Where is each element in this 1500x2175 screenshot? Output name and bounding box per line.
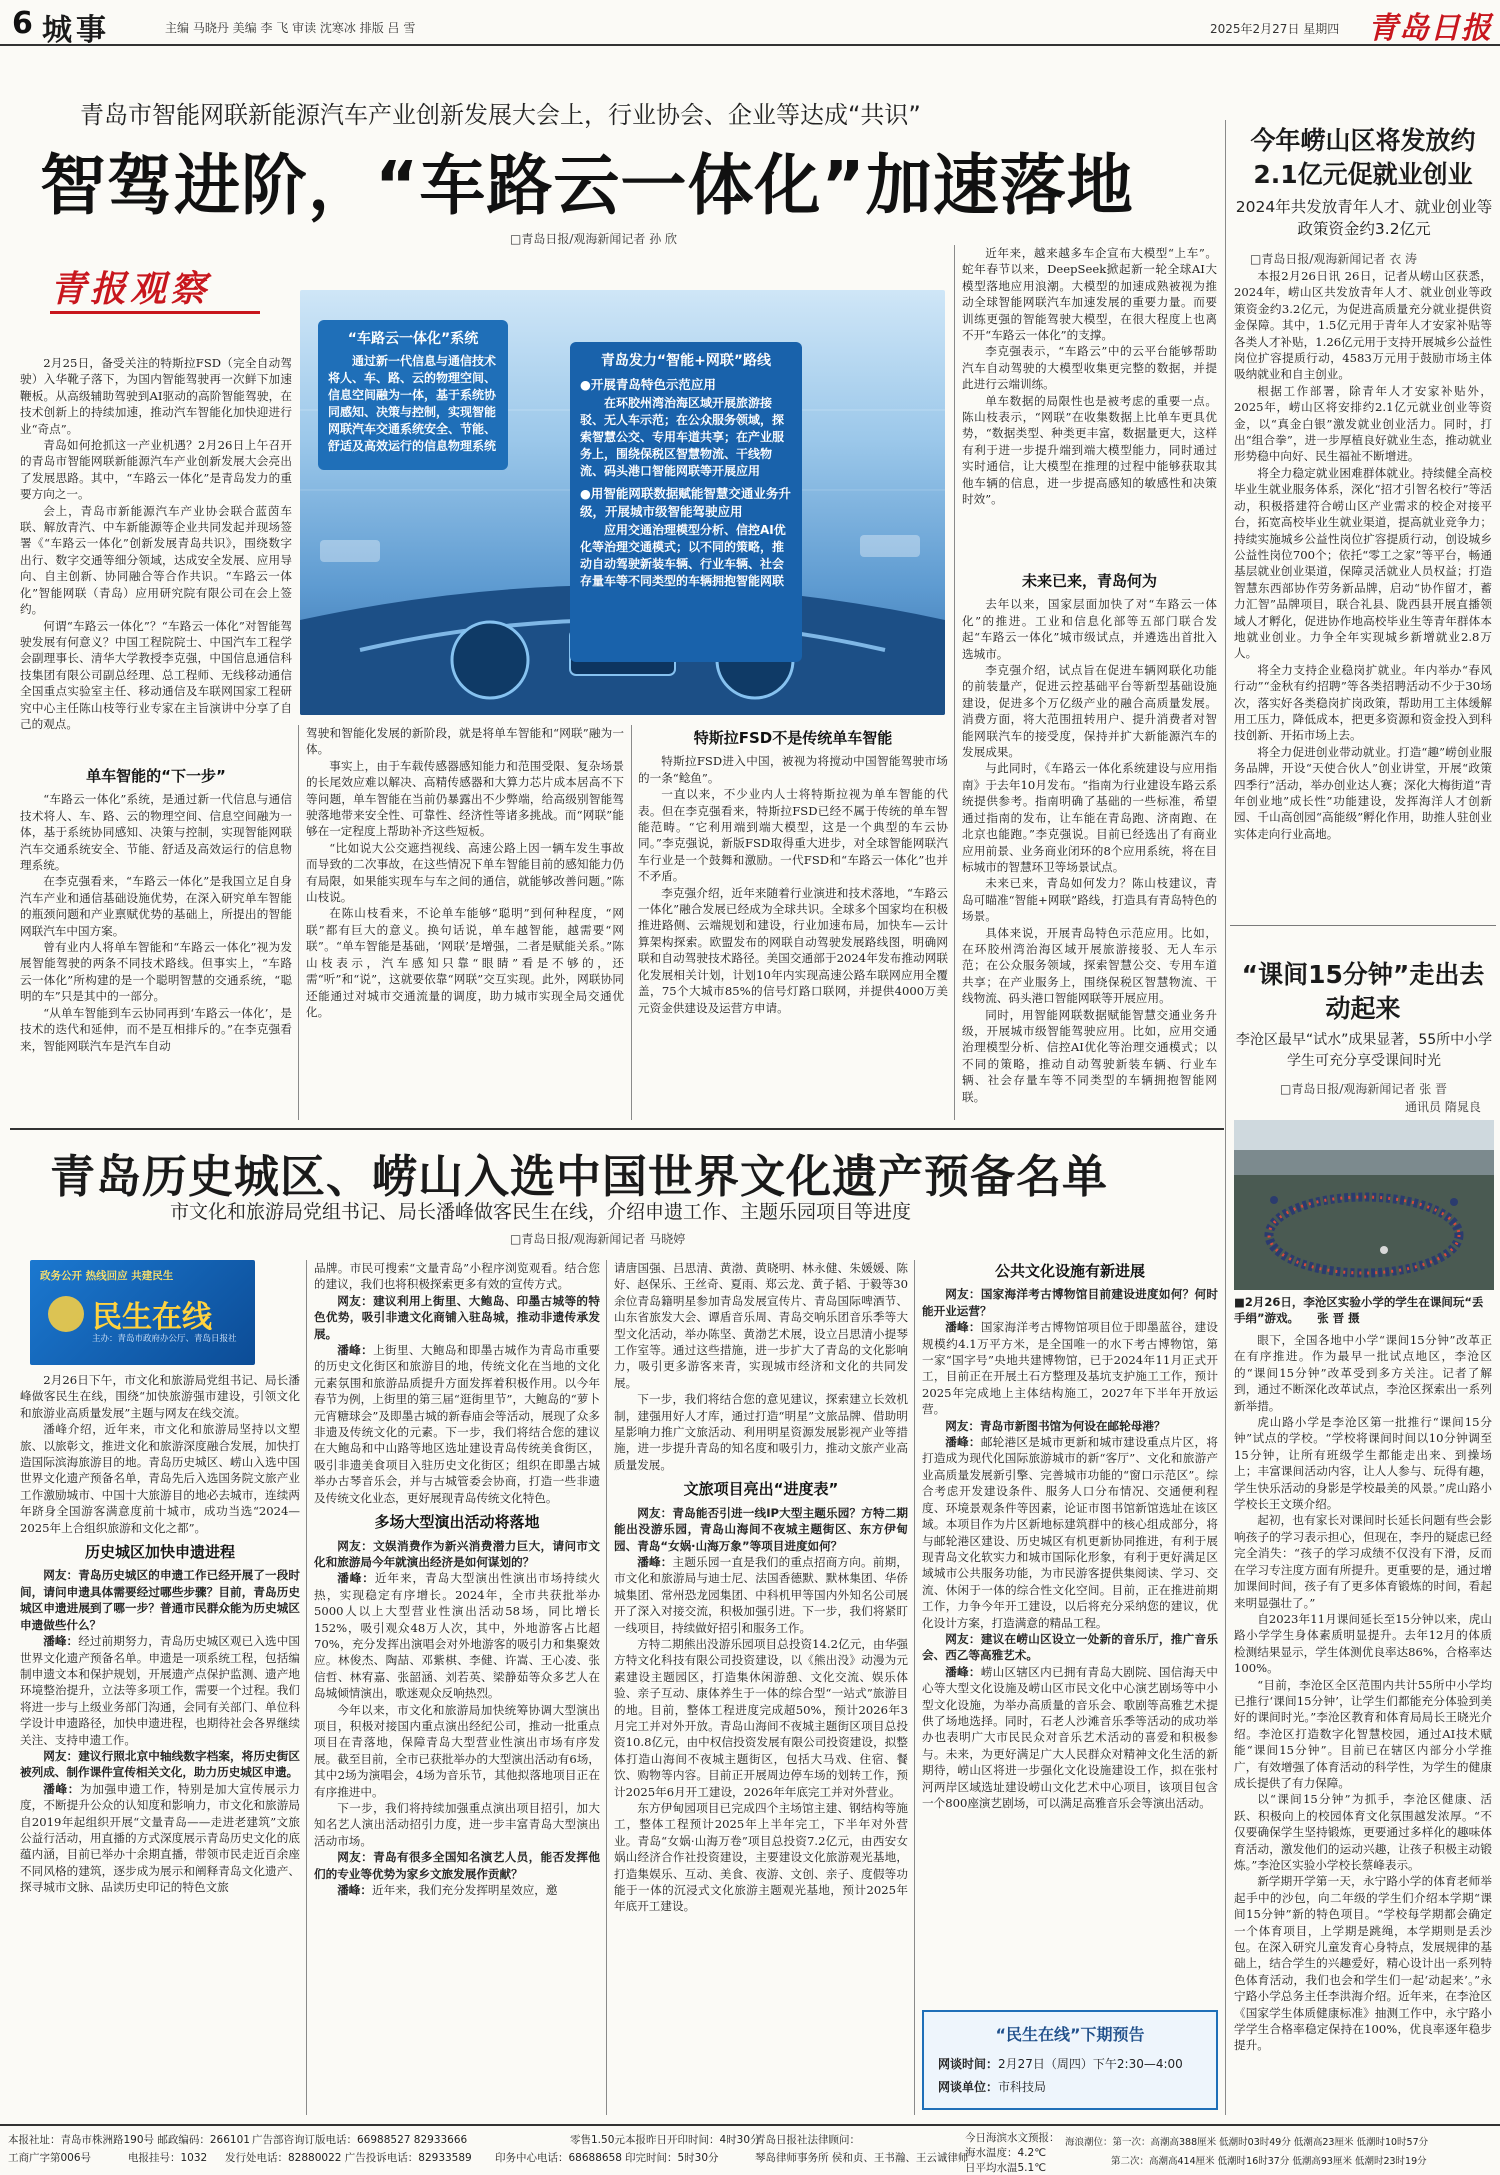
qa-item bbox=[314, 1849, 600, 1882]
column-logo-text: 青报观察 bbox=[50, 268, 211, 310]
article3-paragraph: 眼下，全国各地中小学“课间15分钟”改革正在有序推进。作为最早一批试点地区，李沧区的“课间15分钟”改革受到多方关注。记者了解到，通过不断深化改革试点，李沧区探索出一系列新举措。 bbox=[1234, 1333, 1492, 1413]
article1-column-4b bbox=[962, 565, 1217, 1120]
column-logo bbox=[20, 255, 300, 321]
qa-question: 国家海洋考古博物馆目前建设进度如何？何时能开业运营？ bbox=[922, 1287, 1218, 1318]
infobox-route bbox=[570, 342, 802, 662]
qa-speaker: 网友： bbox=[337, 1293, 374, 1308]
header-credits: 主编 马晓丹 美编 李 飞 审读 沈寒冰 排版 吕 雪 bbox=[165, 21, 416, 35]
footer-ad-phone: 广告部咨询订版电话：66988527 82933666 bbox=[252, 2134, 468, 2146]
notice-time: 2月27日（周四）下午2:30—4:00 bbox=[998, 2057, 1183, 2071]
article4-headline: 青岛历史城区、崂山入选中国世界文化遗产预备名单 bbox=[50, 1150, 1109, 1203]
article1-subhead-1: 单车智能的“下一步” bbox=[86, 767, 226, 785]
qa-item bbox=[314, 1538, 600, 1571]
qa-speaker: 网友： bbox=[637, 1505, 673, 1520]
qa-item bbox=[20, 1633, 300, 1748]
qa-item bbox=[922, 1286, 1218, 1319]
qa-item bbox=[614, 1800, 908, 1915]
article1-paragraph: 近年来，越来越多车企宣布大模型“上车”。蛇年春节以来，DeepSeek掀起新一轮全球AI大模型落地应用浪潮。大模型的加速成熟被视为推动全球智能网联汽车加速发展的重要力量。而要训练更强的智能驾驶大模型，在很大程度上也离不开“车路云一体化”的支撑。 bbox=[962, 246, 1217, 343]
column-logo-rule bbox=[50, 311, 260, 314]
qa-speaker: 网友： bbox=[337, 1850, 374, 1865]
qa-question: 建议利用上街里、大鲍岛、印墨古城等的特色优势，吸引非遗文化商铺入驻岛城，推动非遗传承发展。 bbox=[314, 1293, 600, 1341]
footer-tide-2: 第二次：高潮高414厘米 低潮时16时37分 低潮高93厘米 低潮时23时19分 bbox=[1111, 2156, 1427, 2167]
column-divider bbox=[606, 1260, 607, 2115]
qa-question: 青岛历史城区的申遗工作已经开展了一段时间，请问申遗具体需要经过哪些步骤？目前，青岛历史城区申遗进展到了哪一步？普通市民群众能为历史城区申遗做些什么？ bbox=[20, 1568, 300, 1632]
page-header bbox=[0, 0, 1500, 46]
article1-column-4 bbox=[962, 245, 1217, 567]
article1-paragraph: “比如说大公交遮挡视线、高速公路上因一辆车发生事故而导致的二次事故，在这些情况下单车智能目前的感知能力仍有局限，如果能实现车与车之间的通信，就能够改善问题。”陈山枝说。 bbox=[306, 840, 624, 905]
article4-paragraph: 下一步，我们将结合您的意见建议，探索建立长效机制，建强用好人才库，通过打造“明星”文旅品牌、借助明星影响力推广文旅活动、利用明星资源发展影视产业等措施，进一步提升青岛的知名度和吸引力，推动文旅产业高质量发展。 bbox=[614, 1392, 908, 1472]
article2-paragraph: 根据工作部署，除青年人才安家补贴外，2025年，崂山区将安排约2.1亿元就业创业等资金，以“真金白银”激发就业创业活力。同时，打出“组合拳”，进一步厚植良好就业生态，推动就业形势稳中向好、民生福祉不断增进。 bbox=[1234, 383, 1492, 464]
qa-item bbox=[20, 1781, 300, 1896]
qa-item bbox=[614, 1505, 908, 1554]
qa-item bbox=[614, 1636, 908, 1800]
infobox-route-sub2: ●用智能网联数据赋能智慧交通业务升级，开展城市级智能驾驶应用 bbox=[580, 486, 791, 519]
footer-address: 本报社址：青岛市株洲路190号 邮政编码：266101 bbox=[8, 2134, 250, 2146]
article4-paragraph: 潘峰介绍，近年来，市文化和旅游局坚持以文塑旅、以旅彰文，推进文化和旅游深度融合发展，加快打造国际滨海旅游目的地。青岛历史城区、崂山入选中国世界文化遗产预备名单，青岛先后入选国务院文旅产业工作激励城市、中国十大旅游目的地必去城市，连续两年跻身全国游客满意度前十城市，成功当选“2024—2025年上合组织旅游和文化之都”。 bbox=[20, 1422, 300, 1535]
qa-item bbox=[614, 1554, 908, 1636]
qa-item bbox=[922, 1664, 1218, 1812]
article2-paragraph: 本报2月26日讯 26日，记者从崂山区获悉，2024年，崂山区共发放青年人才、就业创业等政策资金约3.2亿元，为促进高质量充分就业提供资金保障。其中，1.5亿元用于青年人才安家补贴等各类人才补贴，1.26亿元用于支持开展城乡公益性岗位扩容提质行动，4583万元用于鼓励市场主体吸纳就业和自主创业。 bbox=[1234, 269, 1492, 382]
infobox-route-body1: 在环胶州湾治海区域开展旅游接驳、无人车示范；在公众服务领域，探索智慧公交、专用车道共享；在产业服务上，围绕保税区智慧物流、干线物流、码头港口智能网联等开展应用 bbox=[580, 396, 785, 478]
footer-print-end: 印完时间：5时30分 bbox=[625, 2152, 719, 2164]
footer-telegram: 电报挂号：1032 bbox=[128, 2152, 208, 2164]
article1-subhead-3: 未来已来，青岛何为 bbox=[1021, 572, 1157, 590]
qa-answer: 邮轮港区是城市更新和城市建设重点片区，将打造成为现代化国际旅游城市的新“客厅”、文化和旅游产业高质量发展新引擎、完善城市功能的“窗口示范区”。综合考虑开发建设条件、服务人口分布情况、交通便利程度、环境景观条件等因素，论证市图书馆新馆选址在该区域。本项目作为片区新地标建筑群中的核心组成部分，将与邮轮港区建设、历史城区有机更新协同推进，有利于展现青岛文化软实力和城市国际化形象，有利于更好满足区域城市公共服务功能，为市民游客提供集阅读、学习、交流、休闲于一体的综合性文化空间。目前，正在推进前期工作，力争今年开工建设，以后将充分采纳您的建议，优化设计方案，打造满意的精品工程。 bbox=[922, 1435, 1218, 1630]
notice-time-label: 网谈时间： bbox=[938, 2057, 999, 2071]
qa-speaker: 潘峰： bbox=[945, 1664, 981, 1679]
next-issue-notice bbox=[922, 2010, 1218, 2110]
article4-subhead-d: 公共文化设施有新进展 bbox=[994, 1262, 1145, 1280]
qa-item bbox=[922, 1418, 1218, 1434]
infobox-system-body: 通过新一代信息与通信技术将人、车、路、云的物理空间、信息空间融为一体，基于系统协同感知、决策与控制，实现智能网联汽车交通系统安全、节能、舒适及高效运行的信息物理系统 bbox=[328, 354, 497, 453]
article3-paragraph: 新学期开学第一天，永宁路小学的体育老师举起手中的沙包，向二年级的学生们介绍本学期“课间15分钟”新的特色项目。“学校每学期都会确定一个体育项目，上学期是跳绳，本学期则是丢沙包。在深入研究儿童发育心身特点，发展规律的基础上，结合学生的兴趣爱好，精心设计出一系列特色体育活动，我们也会和学生们一起‘动起来’。”永宁路小学总务主任李洪海介绍。近年来，在李沧区《国家学生体质健康标准》抽测工作中，永宁路小学学生合格率稳定保持在100%，优良率逐年稳步提升。 bbox=[1234, 1874, 1492, 2053]
notice-unit: 市科技局 bbox=[998, 2080, 1047, 2094]
article1-paragraph: “车路云一体化”系统，是通过新一代信息与通信技术将人、车、路、云的物理空间、信息空间融为一体，基于系统协同感知、决策与控制，实现智能网联汽车交通系统安全、节能、舒适及高效运行的信息物理系统。 bbox=[20, 792, 292, 873]
column-divider bbox=[306, 1260, 307, 2115]
qa-speaker: 网友： bbox=[43, 1568, 79, 1583]
column-divider bbox=[914, 1260, 915, 2115]
article1-column-1 bbox=[20, 355, 292, 755]
article2-paragraph: 将全力促进创业带动就业。打造“趣”崂创业服务品牌，开设“天使合伙人”创业讲堂，开展“政策四季行”活动，举办创业达人赛；深化大梅街道“青年创业地”成长性”功能建设，发挥海洋人才创新园、千山高创园“高能级”孵化作用，助推人驻创业实体走向行业高地。 bbox=[1234, 744, 1492, 841]
article1-paragraph: 事实上，由于车载传感器感知能力和范围受限、复杂场景的长尾效应难以解决、高精传感器和大算力芯片成本居高不下等问题，单车智能在当前仍暴露出不少弊端，给高级别智能驾驶落地带来安全性、可靠性、经济性等诸多挑战。而“网联”能够在一定程度上帮助补齐这些短板。 bbox=[306, 758, 624, 839]
qa-item bbox=[922, 1434, 1218, 1631]
notice-unit-row bbox=[938, 2078, 1216, 2095]
qa-answer: 近年来，我们充分发挥明星效应，邀 bbox=[371, 1883, 558, 1898]
article4-paragraph: 请唐国强、吕思清、黄渤、黄晓明、林永健、朱媛媛、陈好、赵保乐、王丝奇、夏雨、郑云龙、黄子韬、于毅等30余位青岛籍明星参加青岛发展宣传片、青岛国际啤酒节、山东省旅发大会、谭盾音乐周、青岛交响乐团音乐季等大型文化活动，举办陈坚、黄渤艺术展，设立吕思清小提琴工作室等。通过这些措施，进一步扩大了青岛的文化影响力，吸引更多游客来青，实现城市经济和文化的共同发展。 bbox=[614, 1261, 908, 1390]
qa-answer: 经过前期努力，青岛历史城区观已入选中国世界文化遗产预备名单。申遗是一项系统工程，包括编制申遗文本和保护规划，开展遗产点保护监测、遗产地环境整治提升，立法等多项工作，需要一个过程。我们将进一步与上级业务部门沟通，会同有关部门、单位科学设计申遗路径，加快申遗进程，也期待社会各界继续关注、支持申遗工作。 bbox=[20, 1634, 300, 1747]
qa-speaker: 网友： bbox=[337, 1538, 374, 1553]
column-divider bbox=[954, 245, 955, 1120]
playground-photo bbox=[1234, 1120, 1494, 1290]
qa-answer: 崂山区辖区内已拥有青岛大剧院、国信海天中心等大型文化设施及崂山区市民文化中心演艺剧场等中小型文化设施，为举办高质量的音乐会、歌剧等高雅艺术提供了场地选择。同时，石老人沙滩音乐季等活动的成功举办也表明广大市民民众对音乐艺术活动的喜爱和积极参与。未来，为更好满足广大人民群众对精神文化生活的新期待，崂山区将进一步强化文化设施建设工作，拟在张村河两岸区域选址建设崂山文化艺术中心项目，该项目包含一个800座演艺剧场，可以满足高雅音乐会等演出活动。 bbox=[922, 1664, 1218, 1810]
infobox-route-sub1: ●开展青岛特色示范应用 bbox=[580, 377, 716, 392]
article3-paragraph: 虎山路小学是李沧区第一批推行“课间15分钟”试点的学校。“学校将课间时间以10分钟调至15分钟，让所有班级学生都能走出来、到操场上；丰富课间活动内容，让人人参与、玩得有趣，学生快乐活动的身影是学校最美的风景。”虎山路小学校长王文瑛介绍。 bbox=[1234, 1415, 1492, 1512]
qa-answer: 方特二期熊出没游乐园项目总投资14.2亿元，由华强方特文化科技有限公司投资建设，以《熊出没》动漫为元素建设主题园区，打造集休闲游憩、文化交流、娱乐体验、亲子互动、康体养生于一体的综合型“一站式”旅游目的地。目前，整体工程进度完成超50%，预计2026年3月完工并对外开放。青岛山海间不夜城主题街区项目总投资10.8亿元，由中权信投资发展有限公司投资建设，拟整体打造山海间不夜城主题街区，包括大马戏、住宿、餐饮、购物等内容。目前正开展周边停车场的划转工作，预计2025年6月开工建设，2026年年底完工并对外营业。 bbox=[614, 1636, 908, 1799]
qa-question: 文娱消费作为新兴消费潜力巨大，请问市文化和旅游局今年就演出经济是如何谋划的？ bbox=[314, 1538, 600, 1569]
qa-item bbox=[20, 1567, 300, 1633]
qa-item bbox=[314, 1570, 600, 1701]
article4-paragraph: 今年以来，市文化和旅游局加快统筹协调大型演出项目，积极对接国内重点演出经纪公司，推动一批重点项目在青落地，保障青岛大型营业性演出市场有序发展。截至目前，全市已获批举办的大型演出活动有6场，其中2场为演唱会，4场为音乐节，其他拟落地项目正在有序推进中。 bbox=[314, 1702, 600, 1799]
column-divider bbox=[631, 725, 632, 1120]
article4-column-1 bbox=[20, 1372, 300, 2117]
playground-graphic bbox=[1234, 1120, 1494, 1290]
article4-byline: □青岛日报/观海新闻记者 马晓婷 bbox=[510, 1232, 686, 1246]
qa-question: 青岛能否引进一线IP大型主题乐园？方特二期能出没游乐园，青岛山海间不夜城主题街区、东方伊甸园、青岛“女娲·山海万象”等项目进度如何？ bbox=[614, 1505, 908, 1553]
qa-speaker: 网友： bbox=[43, 1748, 79, 1763]
article1-headline: 智驾进阶，“车路云一体化”加速落地 bbox=[40, 147, 1134, 224]
qa-speaker: 潘峰： bbox=[337, 1571, 375, 1586]
article1-paragraph: 李克强介绍，试点旨在促进车辆网联化功能的前装量产，促进云控基础平台等新型基础设施建设，促进多个万亿级产业的融合高质量发展。消费方面，将大范围扭转用户、提升消费者对智能网联汽车的接受度，保持并扩大新能源汽车的发展成果。 bbox=[962, 663, 1217, 760]
article3-paragraph: “目前，李沧区全区范围内共计55所中小学均已推行‘课间15分钟’，让学生们都能充分体验到美好的课间时光。”李沧区教育和体育局局长王晓光介绍。李沧区打造数字化智慧校园，通过AI技术赋能“课间15分钟”。目前已在辖区内部分小学推广，有效增强了体育活动的科学性，为学生的健康成长提供了有力保障。 bbox=[1234, 1677, 1492, 1790]
article1-column-1b bbox=[20, 760, 292, 1120]
qa-speaker: 网友： bbox=[945, 1418, 980, 1433]
article1-kicker: 青岛市智能网联新能源汽车产业创新发展大会上，行业协会、企业等达成“共识” bbox=[80, 101, 921, 129]
article4-subhead-a: 历史城区加快申遗进程 bbox=[84, 1543, 235, 1562]
qa-speaker: 潘峰： bbox=[945, 1435, 981, 1450]
article1-paragraph: 去年以来，国家层面加快了对“车路云一体化”的推进。工业和信息化部等五部门联合发起“车路云一体化”城市级试点，并遴选出首批入选城市。 bbox=[962, 597, 1217, 661]
photo-credit: 张 晋 摄 bbox=[1317, 1311, 1360, 1325]
footer-legal-firm: 琴岛律师事务所 侯和贞、王书瀚、王云诚律师 bbox=[755, 2152, 969, 2164]
article2-subhead: 2024年共发放青年人才、就业创业等政策资金约3.2亿元 bbox=[1235, 198, 1493, 238]
qa-answer: 为加强申遗工作，特别是加大宣传展示力度，不断提升公众的认知度和影响力，市文化和旅游局自2019年起组织开展“文量青岛——走进老建筑”文旅公益行活动，用直播的方式深度展示青岛历史文化的底蕴内涵，目前已举办十余期直播，带领市民走近百余座不同风格的建筑，逐步成为展示和阐释青岛文化遗产、探寻城市文脉、品读历史印记的特色文旅 bbox=[20, 1781, 300, 1895]
infobox-route-title: 青岛发力“智能+网联”路线 bbox=[600, 353, 772, 369]
newspaper-logo: 青岛日报 bbox=[1368, 11, 1492, 46]
qa-speaker: 潘峰： bbox=[43, 1634, 79, 1649]
article1-paragraph: 在陈山枝看来，不论单车能够“聪明”到何种程度，“网联”都有巨大的意义。换句话说，单车越智能，越需要“网联”。“单车智能是基础，‘网联’是增强，二者是赋能关系。”陈山枝表示，汽车感知只靠“眼睛”看是不够的，还需“听”和“说”，这就要依靠“网联”交互实现。此外，网联协同还能通过对城市交通流量的调度，助力城市实现全局交通优化。 bbox=[306, 906, 624, 1019]
minsheng-banner bbox=[30, 1260, 255, 1365]
article4-subhead: 市文化和旅游局党组书记、局长潘峰做客民生在线，介绍申遗工作、主题乐园项目等进度 bbox=[170, 1201, 912, 1223]
article1-paragraph: 李克强介绍，近年来随着行业演进和技术落地，“车路云一体化”融合发展已经成为全球共识。全球多个国家均在积极推进路侧、云端规划和建设，行业加速布局，加快车—云计算架构探索。欧盟发布的网联自动驾驶发展路线图，明确网联和自动驾驶技术路径。美国交通部于2024年发布推动网联化发展相关计划，计划10年内实现高速公路车联网应用全覆盖，75个大城市85%的信号灯路口联网，并提供4000万美元资金供建设及运营方申请。 bbox=[638, 885, 948, 1015]
article3-paragraph: 自2023年11月课间延长至15分钟以来，虎山路小学学生身体素质明显提升。去年12月的体质检测结果显示，学生体测优良率达86%，合格率达100%。 bbox=[1234, 1611, 1492, 1676]
article1-column-3 bbox=[638, 725, 948, 1120]
article2-paragraph: 将全力稳定就业困难群体就业。持续健全高校毕业生就业服务体系，深化“招才引智名校行”等活动，积极搭建符合崂山区产业需求的校企对接平台，拓宽高校毕业生就业渠道，提高就业竞争力；持续实施城乡公益性岗位扩容提质行动，创设城乡公益性岗位700个；依托“零工之家”等平台，畅通基层就业创业渠道，保障灵活就业人员权益；打造智慧东西部协作劳务新品牌，启动“协作留才，蓄力汇智”品牌项目，联合礼县、陇西县开展直播领域人才孵化，促进协作地高校毕业生等青年群体本地就业创业。力争全年实现城乡新增就业2.8万人。 bbox=[1234, 465, 1492, 661]
article3-body bbox=[1234, 1332, 1492, 2127]
article1-byline: □青岛日报/观海新闻记者 孙 欣 bbox=[510, 232, 678, 246]
photo-caption-text: ■2月26日，李沧区实验小学的学生在课间玩“丢手绢”游戏。 bbox=[1234, 1295, 1484, 1325]
article3-headline: “课间15分钟”走出去动起来 bbox=[1241, 960, 1485, 1023]
article1-paragraph: 会上，青岛市新能源汽车产业协会联合蓝茵车联、解放青汽、中车新能源等企业共同发起并现场签署《“车路云一体化”创新发展青岛共识》，围绕数字出行、数字交通等细分领域，达成安全发展、应用导向、自主创新、协同融合等合作共识。“车路云一体化”智能网联（青岛）应用研究院有限公司在会上签约。 bbox=[20, 503, 292, 617]
footer-legal-label: 青岛日报社法律顾问： bbox=[755, 2134, 860, 2146]
notice-time-row bbox=[938, 2055, 1216, 2072]
banner-organizer: 主办：青岛市政府办公厅、青岛日报社 bbox=[92, 1334, 237, 1344]
qa-answer: 主题乐园一直是我们的重点招商方向。前期，市文化和旅游局与迪士尼、法国香德默、默林集团、华侨城集团、常州恐龙园集团、中科机甲等国内外知名公司展开了深入对接交流，积极加强引进。下一步，我们将紧盯一线项目，持续做好招引和服务工作。 bbox=[614, 1554, 908, 1635]
footer-license: 工商广字第006号 bbox=[8, 2152, 92, 2164]
article3-paragraph: 以“课间15分钟”为抓手，李沧区健康、活跃、积极向上的校园体育文化氛围越发浓厚。“不仅要确保学生坚持锻炼，更要通过多样化的趣味体育活动，激发他们的运动兴趣，让孩子积极主动锻炼。”李沧区实验小学校长蔡峰表示。 bbox=[1234, 1792, 1492, 1872]
article2-paragraph: 将全力支持企业稳岗扩就业。年内举办“春风行动”“金秋有约招聘”等各类招聘活动不少于30场次，落实好各类稳岗扩岗政策，帮助用工主体缓解用工压力，降低成本，把更多资源和资金投入到科技创新、开拓市场上去。 bbox=[1234, 662, 1492, 743]
column-divider bbox=[298, 725, 299, 1120]
article2-byline: □青岛日报/观海新闻记者 衣 涛 bbox=[1250, 252, 1418, 266]
footer-sea-temp: 海水温度：4.2℃ bbox=[965, 2147, 1046, 2159]
article3-byline-1: □青岛日报/观海新闻记者 张 晋 bbox=[1280, 1082, 1448, 1096]
article1-subhead-2: 特斯拉FSD不是传统单车智能 bbox=[693, 729, 893, 747]
section-divider bbox=[1230, 925, 1496, 926]
banner-title: 民生在线 bbox=[92, 1300, 212, 1335]
section-divider bbox=[10, 1128, 1224, 1130]
article3-byline-2: 通讯员 隋晁良 bbox=[1405, 1100, 1481, 1114]
qa-item bbox=[314, 1342, 600, 1506]
article1-paragraph: 具体来说，开展青岛特色示范应用。比如，在环胶州湾治海区域开展旅游接驳、无人车示范；在公众服务领域，探索智慧公交、专用车道共享；在产业服务上，围绕保税区智慧物流、干线物流、码头港口智能网联等开展应用。 bbox=[962, 925, 1217, 1006]
qa-speaker: 网友： bbox=[945, 1631, 981, 1646]
qa-speaker: 网友： bbox=[945, 1287, 981, 1302]
article1-paragraph: 一直以来，不少业内人士将特斯拉视为单车智能的代表。但在李克强看来，特斯拉FSD已经不属于传统的单车智能范畴。“它利用端到端大模型，这是一个典型的车云协同。”李克强说，新版FSD取得重大进步，对全球智能网联汽车行业是一个鼓舞和激励。一代FSD和“车路云一体化”也并不矛盾。 bbox=[638, 787, 948, 884]
article1-paragraph: 何谓“车路云一体化”？“车路云一体化”对智能驾驶发展有何意义？中国工程院院士、中国汽车工程学会副理事长、清华大学教授李克强，中国信息通信科技集团有限公司副总经理、总工程师、无线移动通信全国重点实验室主任、移动通信及车联网国家工程研究中心主任陈山枝等行业专家在主旨演讲中分享了自己的观点。 bbox=[20, 618, 292, 731]
header-date: 2025年2月27日 星期四 bbox=[1210, 22, 1340, 36]
article2-headline: 今年崂山区将发放约2.1亿元促就业创业 bbox=[1250, 126, 1476, 189]
qa-question: 建议在崂山区设立一处新的音乐厅，推广音乐会、西乙等高雅艺术。 bbox=[922, 1631, 1218, 1663]
qa-item bbox=[314, 1293, 600, 1342]
footer-tide-1: 海浪潮位：第一次：高潮高388厘米 低潮时03时49分 低潮高23厘米 低潮时10时57分 bbox=[1065, 2137, 1429, 2148]
footer-hydro-label: 今日海滨水文预报： bbox=[965, 2132, 1060, 2144]
article2-body bbox=[1234, 268, 1492, 918]
article4-paragraph: 品牌。市民可搜索“文量青岛”小程序浏览观看。结合您的建议，我们也将积极探索更多有效的宣传方式。 bbox=[314, 1261, 600, 1292]
footer-water-temp: 日平均水温5.1℃ bbox=[965, 2162, 1046, 2174]
qa-speaker: 潘峰： bbox=[43, 1781, 80, 1796]
article4-column-4 bbox=[922, 1260, 1218, 2000]
qa-item bbox=[20, 1748, 300, 1781]
banner-tagline: 政务公开 热线回应 共建民生 bbox=[40, 1270, 174, 1282]
section-name: 城事 bbox=[42, 13, 110, 48]
qa-answer: 东方伊甸园项目已完成四个主场馆主建、钢结构等施工，整体工程预计2025年上半年完工，下半年对外营业。青岛“女娲·山海万卷”项目总投资7.2亿元，由西安女娲山经济合作社投资建设，主要建设文化旅游观光基地，打造集娱乐、互动、美食、夜游、文创、亲子、度假等功能于一体的沉浸式文化旅游主题观光基地，预计2025年年底开工建设。 bbox=[614, 1801, 908, 1914]
photo-caption bbox=[1234, 1294, 1494, 1326]
qa-question: 青岛有很多全国知名演艺人员，能否发挥他们的专业等优势为家乡文旅发展作贡献？ bbox=[314, 1850, 600, 1881]
qa-question: 建议行照北京中轴线数字档案，将历史街区被列成、制作课件宣传相关文化，助力历史城区申遗。 bbox=[20, 1748, 300, 1780]
qa-item bbox=[922, 1631, 1218, 1664]
article4-column-3 bbox=[614, 1260, 908, 2117]
qa-speaker: 潘峰： bbox=[337, 1883, 372, 1898]
article1-paragraph: 同时，用智能网联数据赋能智慧交通业务升级，开展城市级智能驾驶应用。比如，应用交通治理模型分析、信控AI优化等治理交通模式；以不同的策略，推动自动驾驶新装车辆、行业车辆、社会存量车等不同类型的车辆拥抱智能网联。 bbox=[962, 1007, 1217, 1104]
article4-subhead-c: 文旅项目亮出“进度表” bbox=[683, 1480, 839, 1499]
notice-unit-label: 网谈单位： bbox=[938, 2080, 999, 2094]
article1-paragraph: 李克强表示，“车路云”中的云平台能够帮助汽车自动驾驶的大模型收集更完整的数据，并提此进行云端训练。 bbox=[962, 344, 1217, 392]
footer-price: 零售1.50元 bbox=[570, 2134, 625, 2146]
footer-distribution: 发行处电话：82880022 广告投诉电话：82933589 bbox=[225, 2152, 472, 2164]
qa-question: 青岛市新图书馆为何设在邮轮母港？ bbox=[979, 1418, 1166, 1433]
article4-column-2 bbox=[314, 1260, 600, 2117]
qa-item bbox=[922, 1319, 1218, 1417]
qa-speaker: 潘峰： bbox=[637, 1554, 673, 1569]
article4-subhead-b: 多场大型演出活动将落地 bbox=[374, 1513, 540, 1532]
qa-speaker: 潘峰： bbox=[945, 1320, 981, 1335]
article1-paragraph: 单车数据的局限性也是被考虑的重要一点。陈山枝表示，“网联”在收集数据上比单车更具优势，“数据类型、种类更丰富，数据量更大，这样有利于进一步提升端到端大模型能力，同时通过实时通信，让大模型在推理的过程中能够获取其他车辆的信息，进一步提高感知的敏感性和决策时效”。 bbox=[962, 393, 1217, 507]
notice-title: “民生在线”下期预告 bbox=[995, 2025, 1145, 2044]
article1-paragraph: 曾有业内人将单车智能和“车路云一体化”视为发展智能驾驶的两条不同技术路线。但事实上，“车路云一体化”所构建的是一个聪明智慧的交通系统，“聪明的车”只是其中的一部分。 bbox=[20, 940, 292, 1004]
article1-paragraph: 青岛如何抢抓这一产业机遇？2月26日上午召开的青岛市智能网联新能源汽车产业创新发展大会亮出了发展思路。其中，“车路云一体化”是青岛发力的重要方向之一。 bbox=[20, 438, 292, 502]
article1-paragraph: 2月25日，备受关注的特斯拉FSD（完全自动驾驶）入华靴子落下，为国内智能驾驶再一次鲜下加速鞭板。从高级辅助驾驶到AI驱动的高阶智能驾驶，在技术创新上的持续加速，推动汽车智能化加快迎进行业“奇点”。 bbox=[20, 356, 292, 436]
infobox-route-body2: 应用交通治理模型分析、信控AI优化等治理交通模式；以不同的策略，推动自动驾驶新装车辆、行业车辆、社会存量车等不同类型的车辆拥抱智能网联 bbox=[580, 523, 786, 588]
footer-printing: 印务中心电话：68688658 bbox=[495, 2152, 622, 2164]
article3-subhead: 李沧区最早“试水”成果显著，55所中小学学生可充分享受课间时光 bbox=[1235, 1032, 1493, 1069]
article1-paragraph: 未来已来，青岛如何发力？陈山枝建议，青岛可瞄准“智能+网联”路线，打造具有青岛特色的场景。 bbox=[962, 876, 1217, 924]
footer-print-start: 本报昨日开印时间：4时30分 bbox=[625, 2134, 761, 2146]
qa-item bbox=[314, 1882, 600, 1898]
qa-speaker: 潘峰： bbox=[337, 1343, 374, 1358]
infobox-system bbox=[318, 320, 508, 470]
article1-paragraph: 驾驶和智能化发展的新阶段，就是将单车智能和“网联”融为一体。 bbox=[306, 726, 624, 757]
article3-paragraph: 起初，也有家长对课间时长延长问题有些会影响孩子的学习表示担心，但现在，李丹的疑虑已经完全消失：“孩子的学习成绩不仅没有下滑，反而在学习专注度方面有所提升。更重要的是，通过增加课间时间，孩子有了更多体育锻炼的时间，看起来明显强壮了。” bbox=[1234, 1513, 1492, 1610]
article4-paragraph: 下一步，我们将持续加强重点演出项目招引，加大知名艺人演出活动招引力度，进一步丰富青岛大型演出活动市场。 bbox=[314, 1801, 600, 1848]
qa-answer: 国家海洋考古博物馆项目位于即墨蓝谷，建设规模约4.1万平方米，是全国唯一的水下考古博物馆，第一家“国字号”央地共建博物馆，已于2024年11月正式开工，目前正在开展土石方整理及基坑支护施工工作，预计2025年完成地上主体结构施工，2027年下半年开放运营。 bbox=[922, 1320, 1218, 1417]
column-divider bbox=[1225, 120, 1226, 2115]
article1-paragraph: 在李克强看来，“车路云一体化”是我国立足自身汽车产业和通信基础设施优势，在深入研究单车智能的瓶颈问题和产业禀赋优势的基础上，所提出的智能网联汽车中国方案。 bbox=[20, 874, 292, 938]
article4-paragraph: 2月26日下午，市文化和旅游局党组书记、局长潘峰做客民生在线，围绕“加快旅游强市建设，引领文化和旅游业高质量发展”主题与网友在线交流。 bbox=[20, 1373, 300, 1420]
article1-column-2 bbox=[306, 725, 624, 1120]
qa-answer: 上街里、大鲍岛和即墨古城作为青岛市重要的历史文化街区和旅游目的地，传统文化在当地的文化元素氛围和旅游品质提升方面发挥着积极作用。以今年春节为例，上街里的第三届“逛街里节”，大鲍岛的“萝卜元宵糖球会”及即墨古城的新春庙会等活动，展现了众多非遗及传统文化的元素。下一步，我们将结合您的建议在大鲍岛和中山路等地区选址建设青岛传统美食街区，吸引非遗美食项目入驻历史文化街区；组织在即墨古城举办古琴音乐会，并与古城管委会协商，打造一些非遗及传统文化业态，更好展现青岛传统文化特色。 bbox=[314, 1343, 600, 1505]
article1-paragraph: 与此同时，《车路云一体化系统建设与应用指南》于去年10月发布。“指南为行业建设车路云系统提供参考。指南明确了基础的一些标准，希望通过指南的发布，让车能在青岛跑、济南跑、在北京也能跑。”李克强说。目前已经选出了有商业应用前景、业务商业闭环的8个应用系统，将在目标城市的智慧环卫等场景试点。 bbox=[962, 761, 1217, 874]
page-footer bbox=[0, 2124, 1500, 2175]
banner-badge-icon bbox=[48, 1296, 84, 1332]
article1-paragraph: “从单车智能到车云协同再到‘车路云一体化’，是技术的迭代和延伸，而不是互相排斥的。”在李克强看来，智能网联汽车是汽车自动 bbox=[20, 1005, 292, 1053]
page-number: 6 bbox=[12, 6, 33, 41]
infobox-system-title: “车路云一体化”系统 bbox=[347, 331, 479, 347]
article1-paragraph: 特斯拉FSD进入中国，被视为将搅动中国智能驾驶市场的一条“鲶鱼”。 bbox=[638, 754, 948, 785]
qa-answer: 近年来，青岛大型演出性演出市场持续火热，实现稳定有序增长。2024年，全市共获批举办5000人以上大型营业性演出活动58场，同比增长152%，吸引观众48万人次，其中，外地游客占比超70%，充分发挥出演唱会对外地游客的吸引力和集聚效应。林俊杰、陶喆、邓紫棋、李健、许嵩、王心凌、张信哲、林宥嘉、张韶涵、刘若英、梁静茹等众多艺人在岛城倾情演出，歌迷观众反响热烈。 bbox=[314, 1571, 600, 1701]
